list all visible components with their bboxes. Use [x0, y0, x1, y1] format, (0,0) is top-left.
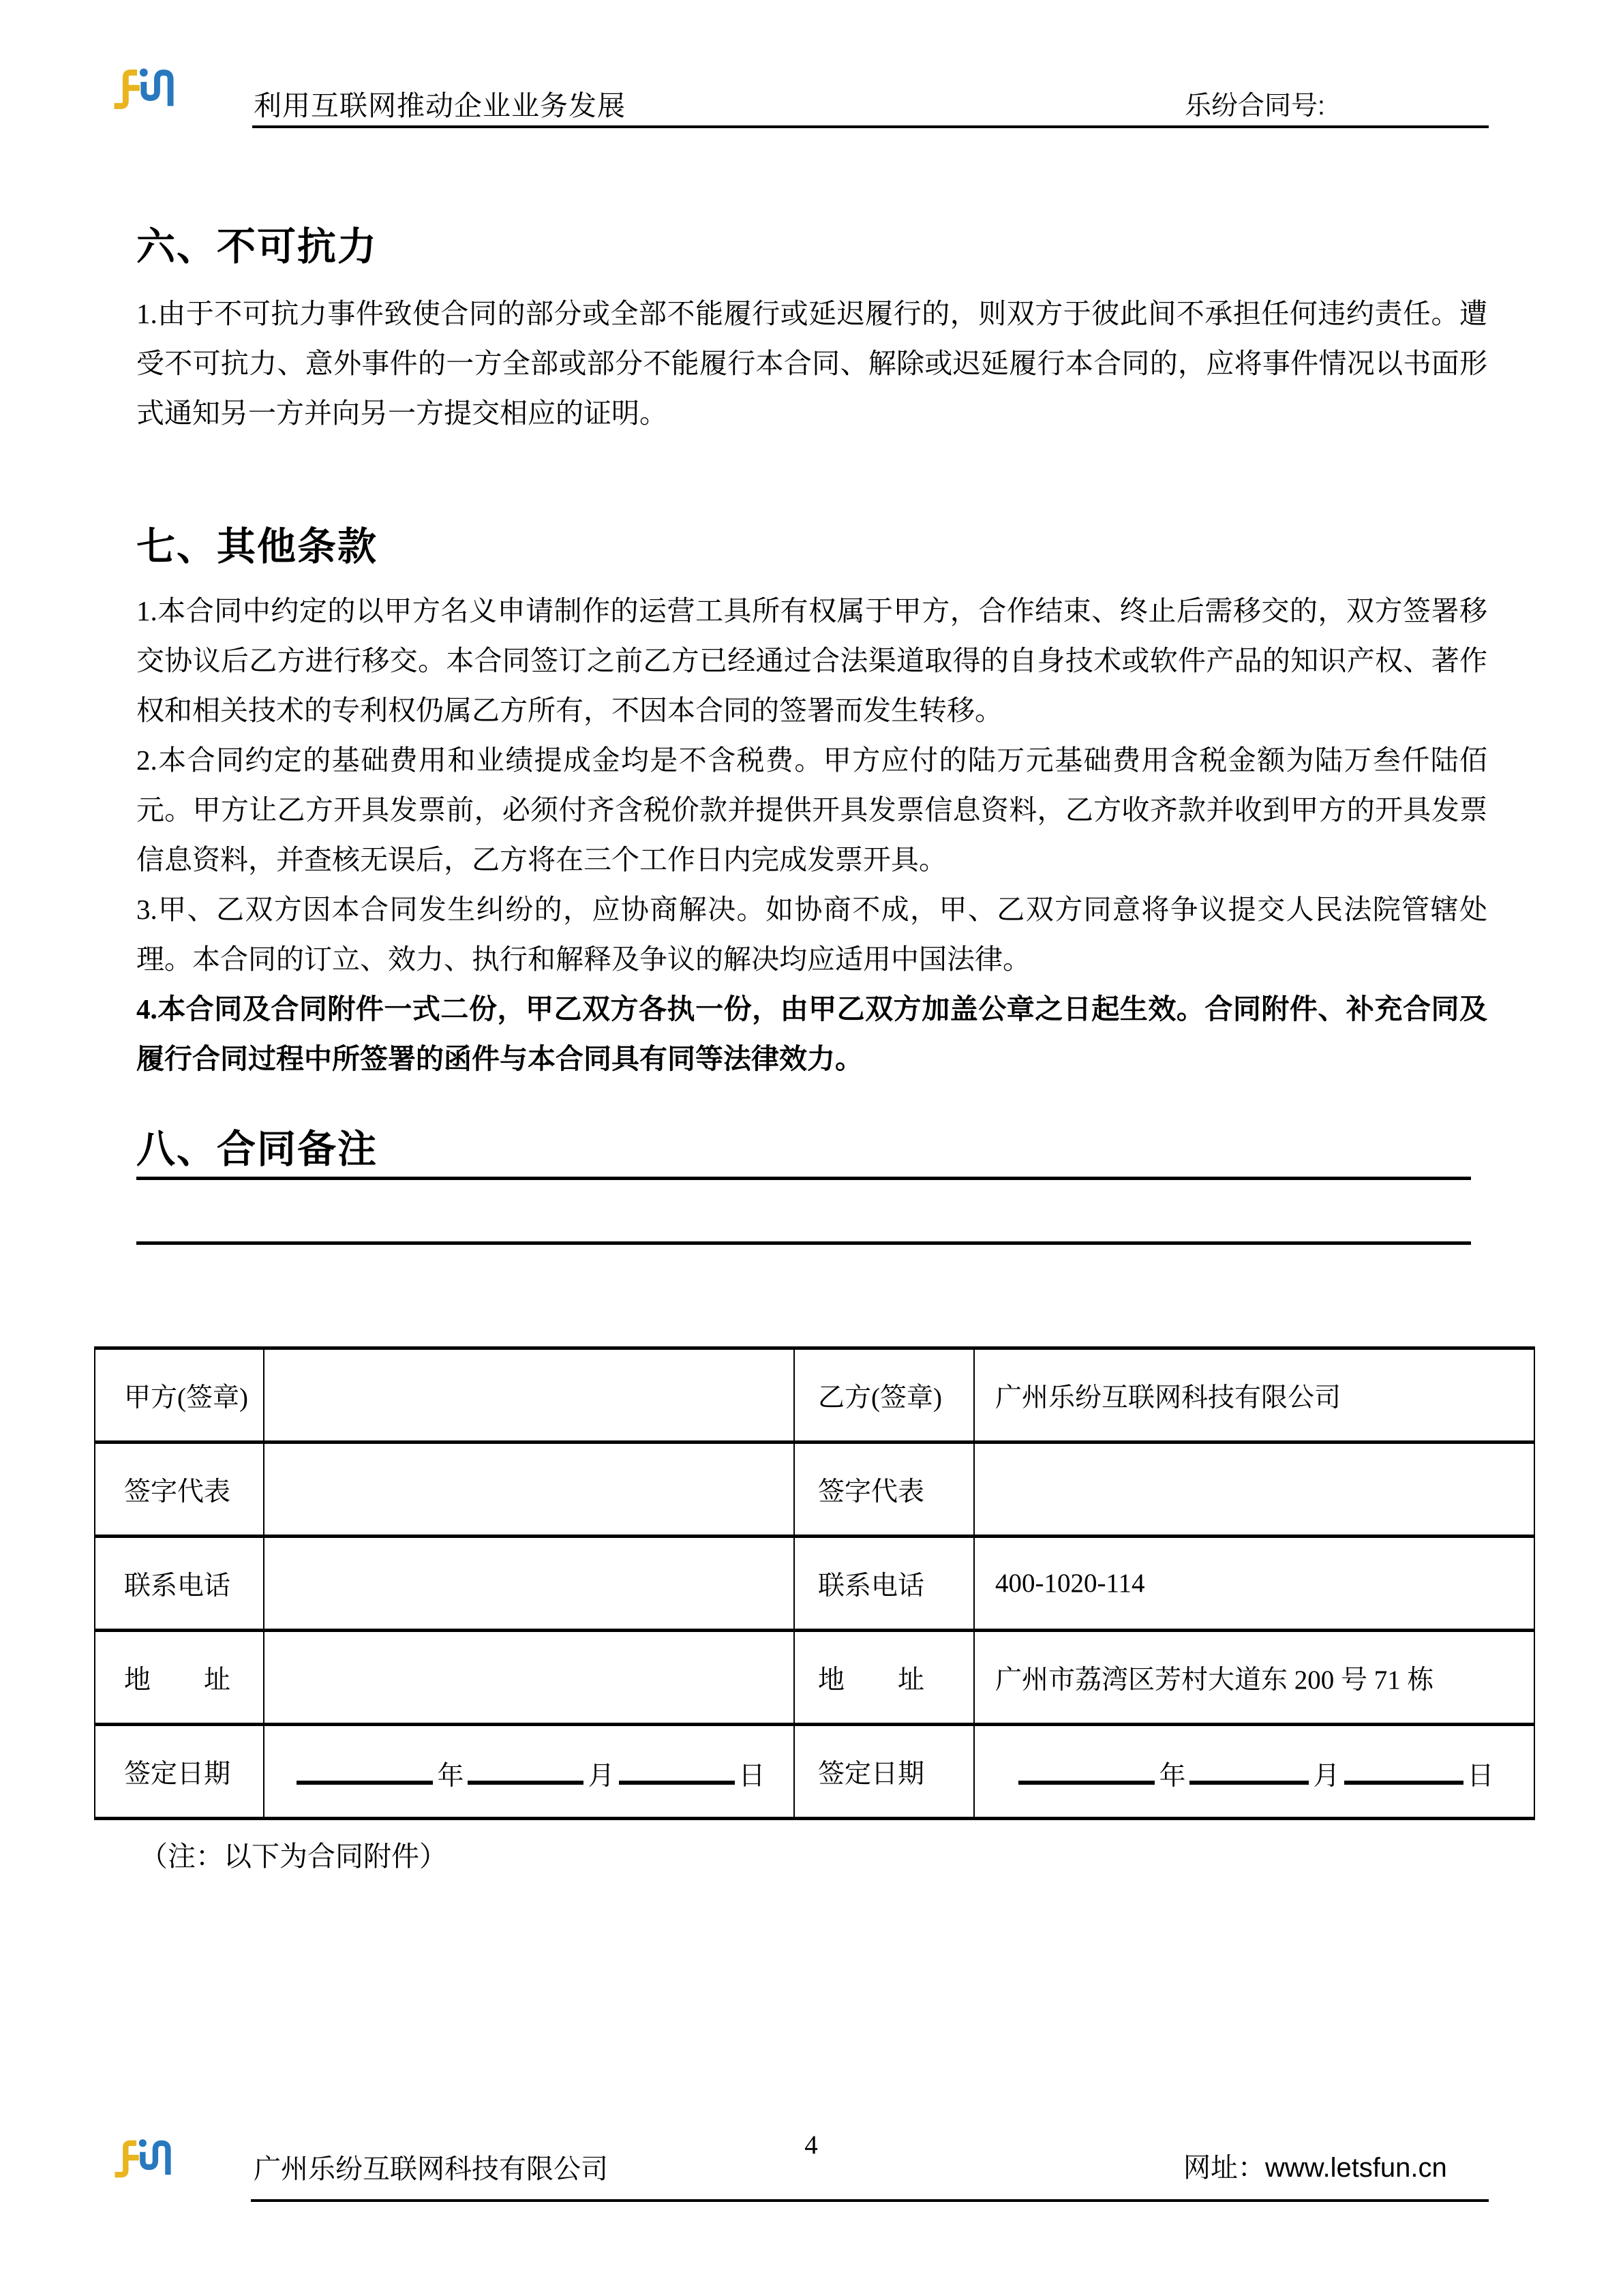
attachment-note: （注：以下为合同附件） [140, 1841, 447, 1872]
table-row-address [95, 1631, 1534, 1725]
month-unit: 月 [588, 1761, 615, 1791]
clause-4: 4.本合同及合同附件一式二份，甲乙双方各执一份，由甲乙双方加盖公章之日起生效。合同附件、补充合同及履行合同过程中所签署的函件与本合同具有同等法律效力。 [136, 993, 1487, 1074]
footer-divider [251, 2199, 1489, 2202]
section-body-other-terms [136, 586, 1487, 1084]
party-b-signer-label: 签字代表 [794, 1442, 974, 1537]
party-b-signer-value [974, 1442, 1534, 1537]
party-a-sign-date-label: 签定日期 [95, 1725, 264, 1819]
party-b-sign-date-label: 签定日期 [794, 1725, 974, 1819]
party-b-address-value: 广州市荔湾区芳村大道东 200 号 71 栋 [974, 1631, 1534, 1725]
party-a-address-label: 地 址 [95, 1631, 264, 1725]
footer-website: 网址：www.letsfun.cn [1183, 2153, 1447, 2183]
section-title-other-terms: 七、其他条款 [136, 526, 378, 569]
day-blank [619, 1751, 735, 1785]
day-blank [1344, 1751, 1463, 1785]
party-b-seal-value: 广州乐纷互联网科技有限公司 [974, 1348, 1534, 1442]
header-divider [252, 125, 1489, 128]
party-b-phone-value: 400-1020-114 [974, 1537, 1534, 1631]
year-unit: 年 [1159, 1761, 1186, 1791]
party-a-signer-label: 签字代表 [95, 1442, 264, 1537]
month-blank [1189, 1751, 1309, 1785]
page-number: 4 [804, 2130, 818, 2160]
party-b-phone-label: 联系电话 [794, 1537, 974, 1631]
footer-company-name: 广州乐纷互联网科技有限公司 [254, 2154, 608, 2184]
year-unit: 年 [437, 1761, 464, 1791]
letsfun-logo-icon [101, 65, 175, 112]
clause-1: 1.本合同中约定的以甲方名义申请制作的运营工具所有权属于甲方，合作结束、终止后需移交的，双方签署移交协议后乙方进行移交。本合同签订之前乙方已经通过合法渠道取得的自身技术或软件产品的知识产权、著作权和相关技术的专利权仍属乙方所有，不因本合同的签署而发生转移。 [136, 595, 1487, 726]
remark-blank-line [136, 1241, 1471, 1245]
table-row-seal [95, 1348, 1534, 1442]
signature-table [94, 1346, 1535, 1820]
section-title-force-majeure: 六、不可抗力 [136, 226, 378, 269]
month-blank [468, 1751, 583, 1785]
paragraph: 1.由于不可抗力事件致使合同的部分或全部不能履行或延迟履行的，则双方于彼此间不承担任何违约责任。遭受不可抗力、意外事件的一方全部或部分不能履行本合同、解除或迟延履行本合同的，应将事件情况以书面形式通知另一方并向另一方提交相应的证明。 [136, 298, 1487, 429]
party-b-sign-date-value [974, 1725, 1534, 1819]
clause-3: 3.甲、乙双方因本合同发生纠纷的，应协商解决。如协商不成，甲、乙双方同意将争议提交人民法院管辖处理。本合同的订立、效力、执行和解释及争议的解决均应适用中国法律。 [136, 894, 1487, 975]
header-contract-number-label: 乐纷合同号: [1185, 91, 1325, 121]
party-a-phone-value [264, 1537, 794, 1631]
party-a-seal-value [264, 1348, 794, 1442]
party-a-seal-label: 甲方(签章) [95, 1348, 264, 1442]
letsfun-logo-icon [102, 2136, 172, 2180]
month-unit: 月 [1313, 1761, 1340, 1791]
date-fill-line [265, 1751, 793, 1793]
date-fill-line [975, 1751, 1533, 1793]
party-b-seal-label: 乙方(签章) [794, 1348, 974, 1442]
party-a-address-value [264, 1631, 794, 1725]
party-a-sign-date-value [264, 1725, 794, 1819]
clause-2: 2.本合同约定的基础费用和业绩提成金均是不含税费。甲方应付的陆万元基础费用含税金额为陆万叁仟陆佰元。甲方让乙方开具发票前，必须付齐含税价款并提供开具发票信息资料，乙方收齐款并收到甲方的开具发票信息资料，并查核无误后，乙方将在三个工作日内完成发票开具。 [136, 744, 1487, 875]
table-row-phone [95, 1537, 1534, 1631]
party-a-phone-label: 联系电话 [95, 1537, 264, 1631]
remark-blank-line [136, 1177, 1471, 1180]
table-row-sign-date [95, 1725, 1534, 1819]
party-a-signer-value [264, 1442, 794, 1537]
year-blank [297, 1751, 433, 1785]
section-body-force-majeure [136, 289, 1487, 438]
party-b-address-label: 地 址 [794, 1631, 974, 1725]
header-tagline: 利用互联网推动企业业务发展 [254, 90, 626, 121]
year-blank [1018, 1751, 1155, 1785]
day-unit: 日 [1467, 1761, 1494, 1791]
day-unit: 日 [738, 1761, 765, 1791]
table-row-signer [95, 1442, 1534, 1537]
section-title-contract-remarks: 八、合同备注 [136, 1128, 378, 1171]
